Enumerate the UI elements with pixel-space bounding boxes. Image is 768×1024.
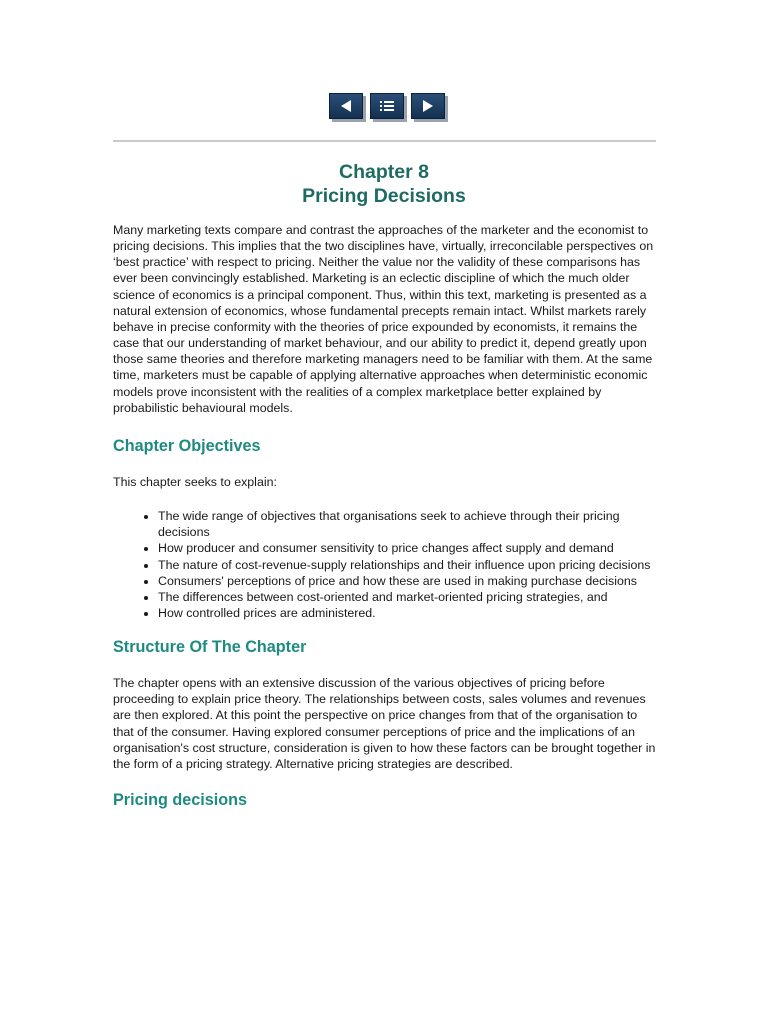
divider bbox=[113, 140, 656, 142]
structure-paragraph: The chapter opens with an extensive discussion of the various objectives of pricing before proceeding to explain price theory. The relationships between costs, sales volumes and revenues are then explored. At this point the perspective on price changes from that of the organisation to that of the consumer. Having explored consumer perceptions of price and the implications of an organisation's cost structure, consideration is given to how these factors can be brought together in the form of a pricing strategy. Alternative pricing strategies are described. bbox=[113, 676, 656, 771]
objectives-list bbox=[113, 508, 658, 621]
pricing-decisions-heading: Pricing decisions bbox=[113, 791, 248, 810]
list-item: • Consumers' perceptions of price and how these are used in making purchase decisions bbox=[158, 573, 658, 589]
objectives-heading: Chapter Objectives bbox=[113, 436, 261, 455]
list-item: • The nature of cost-revenue-supply relationships and their influence upon pricing decisions bbox=[158, 557, 658, 573]
arrow-left-icon bbox=[339, 99, 353, 113]
intro-paragraph: Many marketing texts compare and contrast the approaches of the marketer and the economist to pricing decisions. This implies that the two disciplines have, virtually, irreconcilable perspectives on ‘best practice’ with respect to pricing. Neither the value nor the validity of these comparisons has ever been convincingly established. Marketing is an eclectic discipline of which the much older science of economics is a principal component. Thus, within this text, marketing is presented as a natural extension of economics, whose fundamental precepts remain intact. Whilst markets rarely behave in precise conformity with the theories of price expounded by economists, it remains the case that our understanding of market behaviour, and our ability to predict it, depend greatly upon those same theories and therefore marketing managers need to be familiar with them. At the same time, marketers must be capable of applying alternative approaches when deterministic economic models prove inconsistent with the realities of a complex marketplace better explained by probabilistic behavioural models. bbox=[113, 223, 654, 415]
list-item: • How producer and consumer sensitivity to price changes affect supply and demand bbox=[158, 540, 658, 556]
chapter-navigation bbox=[329, 93, 445, 119]
chapter-name: Pricing Decisions bbox=[302, 185, 466, 207]
arrow-right-icon bbox=[421, 99, 435, 113]
list-item: • The differences between cost-oriented and market-oriented pricing strategies, and bbox=[158, 589, 658, 605]
next-button[interactable] bbox=[411, 93, 445, 119]
list-item: • The wide range of objectives that organisations seek to achieve through their pricing decisions bbox=[158, 508, 658, 540]
list-item: • How controlled prices are administered. bbox=[158, 605, 658, 621]
list-icon bbox=[379, 99, 395, 113]
chapter-content bbox=[113, 222, 658, 810]
contents-button[interactable] bbox=[370, 93, 404, 119]
structure-heading: Structure Of The Chapter bbox=[113, 638, 307, 657]
chapter-title bbox=[0, 160, 768, 208]
objectives-intro: This chapter seeks to explain: bbox=[113, 474, 277, 489]
chapter-number: Chapter 8 bbox=[339, 161, 429, 183]
previous-button[interactable] bbox=[329, 93, 363, 119]
